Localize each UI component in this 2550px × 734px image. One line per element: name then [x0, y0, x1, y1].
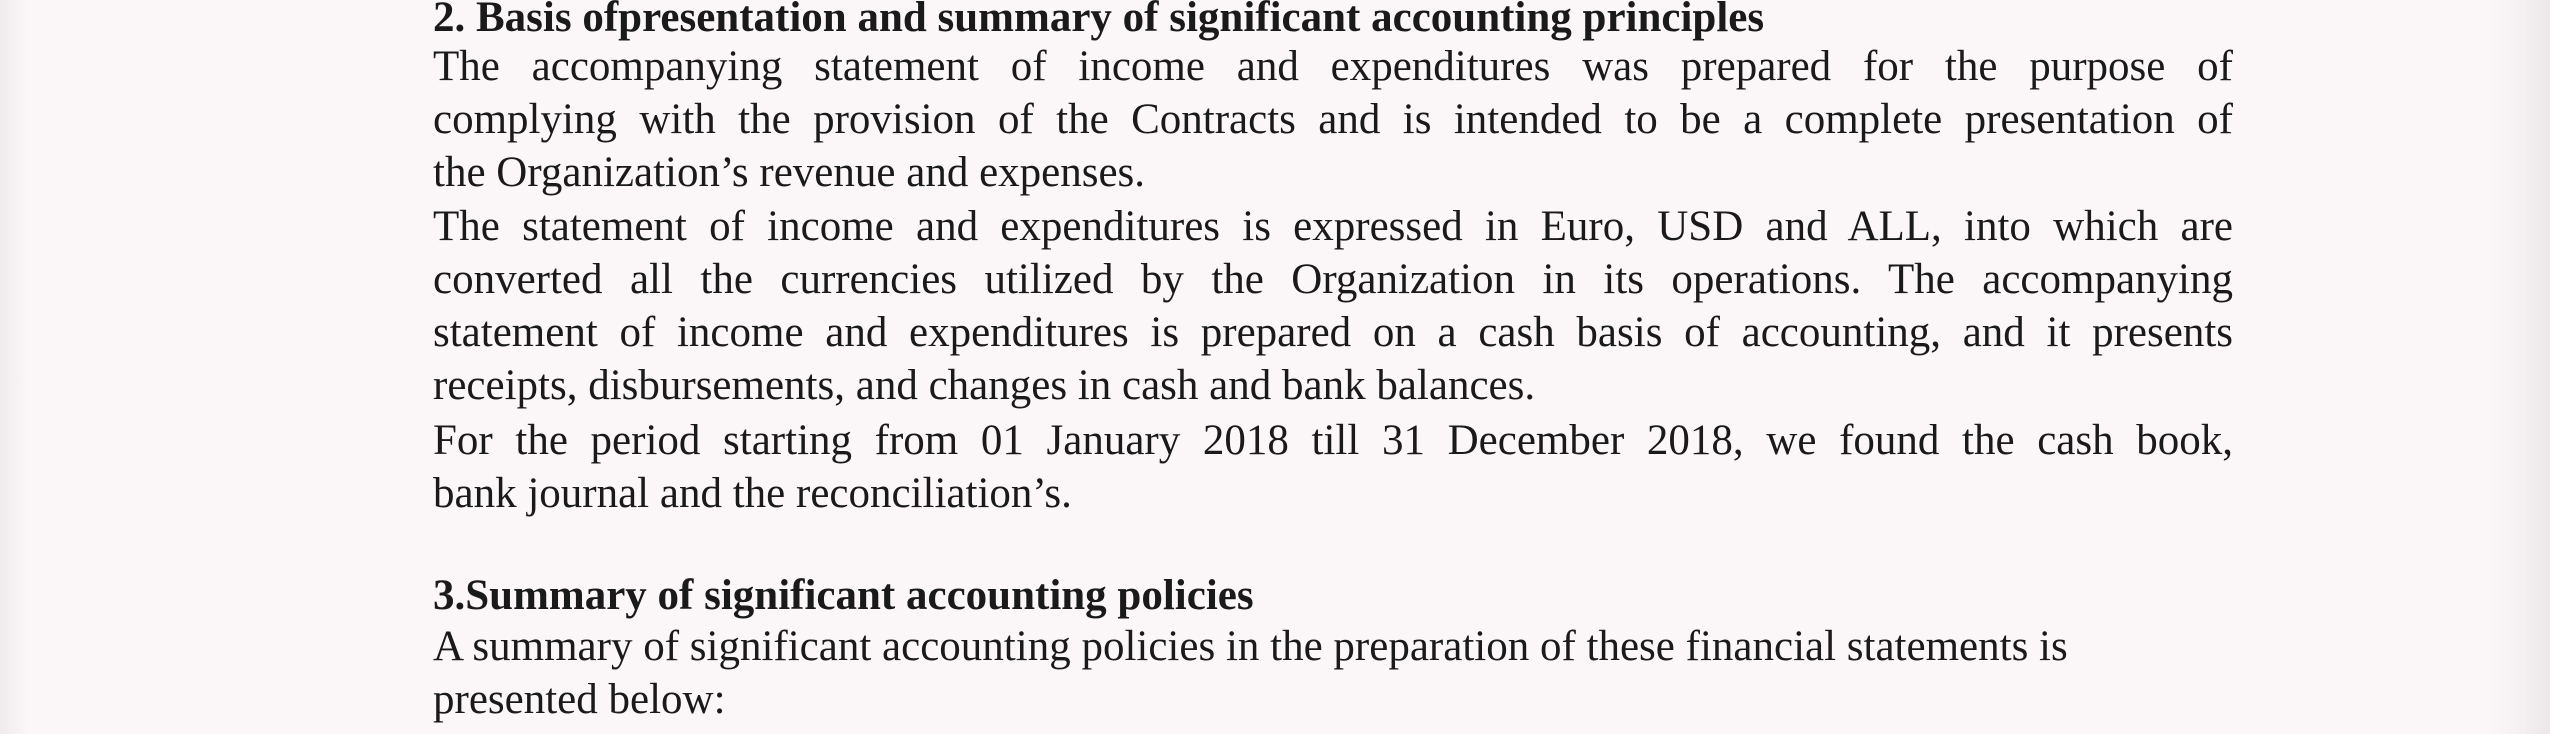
text-line: For the period starting from 01 January 2018 till 31 December 2018, we found the cash book,	[433, 417, 2233, 464]
section-2-paragraph-3	[433, 414, 2233, 520]
section-2-paragraph-2	[433, 200, 2233, 412]
text-line: bank journal and the reconciliation’s.	[433, 470, 1072, 517]
text-line: statement of income and expenditures is prepared on a cash basis of accounting, and it presents	[433, 309, 2233, 356]
text-line: converted all the currencies utilized by the Organization in its operations. The accompanying	[433, 256, 2233, 303]
text-line: The statement of income and expenditures is expressed in Euro, USD and ALL, into which are	[433, 203, 2233, 250]
scan-edge-right	[2490, 0, 2550, 734]
text-line: presented below:	[433, 676, 726, 723]
scan-edge-left	[0, 0, 28, 734]
text-line: receipts, disbursements, and changes in cash and bank balances.	[433, 362, 1536, 409]
section-2-paragraph-1	[433, 40, 2233, 199]
text-line: A summary of significant accounting policies in the preparation of these financial statements is	[433, 623, 2068, 670]
text-line: the Organization’s revenue and expenses.	[433, 149, 1146, 196]
text-line: The accompanying statement of income and expenditures was prepared for the purpose of	[433, 43, 2233, 90]
section-2-heading: 2. Basis ofpresentation and summary of significant accounting principles	[433, 0, 1765, 41]
section-3-heading: 3.Summary of significant accounting policies	[433, 572, 1254, 619]
text-line: complying with the provision of the Contracts and is intended to be a complete presentation of	[433, 96, 2233, 143]
section-3-paragraph-1	[433, 620, 2193, 726]
